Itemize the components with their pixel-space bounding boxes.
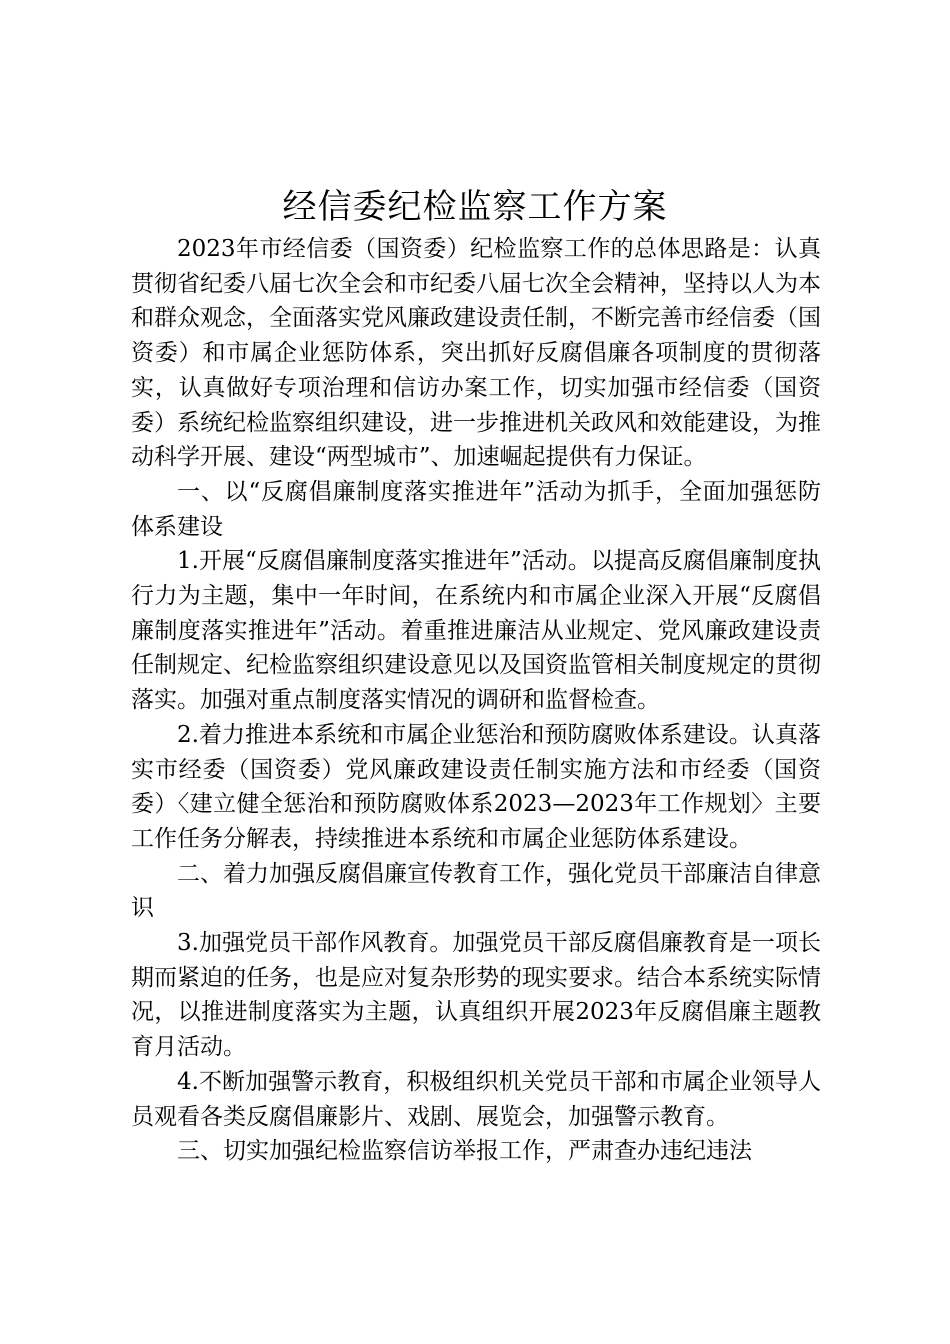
section-heading-2: 二、着力加强反腐倡廉宣传教育工作，强化党员干部廉洁自律意识	[131, 860, 821, 922]
paragraph-item-4: 4.不断加强警示教育，积极组织机关党员干部和市属企业领导人员观看各类反腐倡廉影片、戏剧、展览会，加强警示教育。	[131, 1068, 821, 1130]
section-heading-1: 一、以“反腐倡廉制度落实推进年”活动为抓手，全面加强惩防体系建设	[131, 478, 821, 540]
paragraph-item-1: 1.开展“反腐倡廉制度落实推进年”活动。以提高反腐倡廉制度执行力为主题，集中一年时间，在系统内和市属企业深入开展“反腐倡廉制度落实推进年”活动。着重推进廉洁从业规定、党风廉政建设责任制规定、纪检监察组织建设意见以及国资监管相关制度规定的贯彻落实。加强对重点制度落实情况的调研和监督检查。	[131, 548, 821, 714]
paragraph-intro: 2023年市经信委（国资委）纪检监察工作的总体思路是：认真贯彻省纪委八届七次全会和市纪委八届七次全会精神，坚持以人为本和群众观念，全面落实党风廉政建设责任制，不断完善市经信委（国资委）和市属企业惩防体系，突出抓好反腐倡廉各项制度的贯彻落实，认真做好专项治理和信访办案工作，切实加强市经信委（国资委）系统纪检监察组织建设，进一步推进机关政风和效能建设，为推动科学开展、建设“两型城市”、加速崛起提供有力保证。	[131, 236, 821, 471]
section-heading-3: 三、切实加强纪检监察信访举报工作，严肃查办违纪违法	[177, 1138, 752, 1165]
document-title: 经信委纪检监察工作方案	[282, 187, 668, 227]
paragraph-item-2: 2.着力推进本系统和市属企业惩治和预防腐败体系建设。认真落实市经委（国资委）党风廉政建设责任制实施方法和市经委（国资委）〈建立健全惩治和预防腐败体系2023—2023年工作规划〉主要工作任务分解表，持续推进本系统和市属企业惩防体系建设。	[131, 721, 821, 852]
paragraph-item-3: 3.加强党员干部作风教育。加强党员干部反腐倡廉教育是一项长期而紧迫的任务，也是应对复杂形势的现实要求。结合本系统实际情况，以推进制度落实为主题，认真组织开展2023年反腐倡廉主题教育月活动。	[131, 930, 821, 1061]
document-body	[131, 232, 821, 1169]
